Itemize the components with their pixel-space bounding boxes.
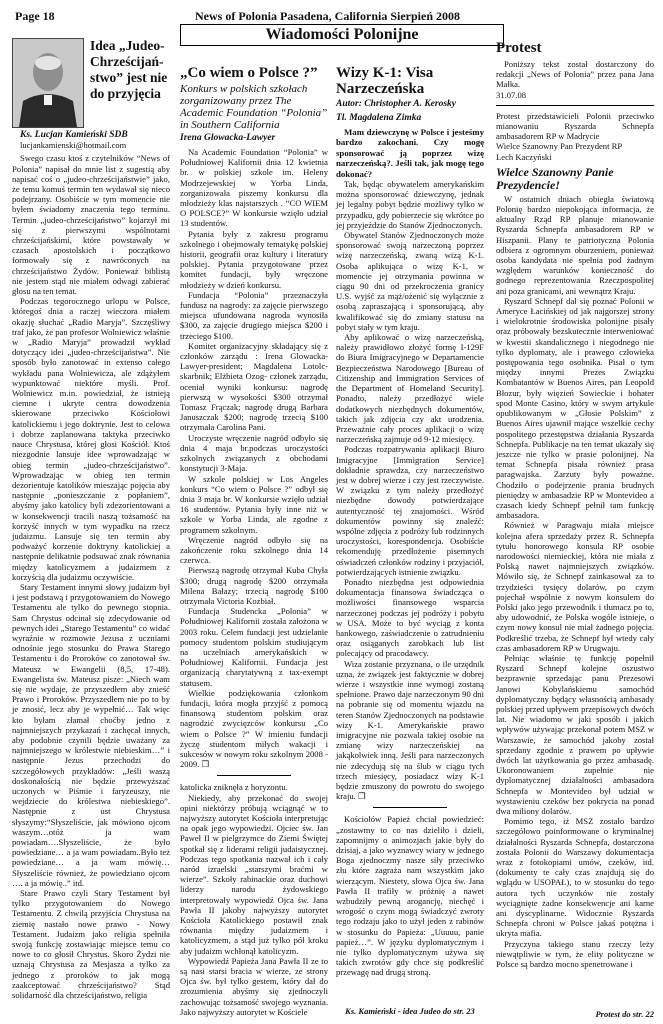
paragraph: Obywatel Stanów Zjednoczonych może sponsorować swoją narzeczoną poprzez wizę narzeczeńską, zwaną wizą K-1. Osoba aplikująca o wizę K-1, w momencie jej otrzymania powinna w ciągu 90 dni od przekroczenia granicy U.S. wyjść za mąż/ożenić się wyłącznie z osobą zapraszającą i sponsorującą, aby kwalifikować się do zmiany statusu na pobyt stały w tym kraju. bbox=[336, 230, 484, 332]
column-divider bbox=[217, 775, 291, 776]
paragraph: Aby aplikować o wizę narzeczeńską, należy prawidłowo złożyć formę I-129F do Biura Imigracyjnego w Departamencie Bezpieczeństwa Narodowego [Bureau of Citizenship and Immigration Services of the Department of Homeland Security]. Ponadto, należy przedłożyć wiele dodatkowych niezbędnych dokumentów, takich jak zdjęcia czy akt urodzenia. Przeważnie cały proces aplikacji o wizę narzeczeńską zajmuje od 9-12 miesięcy. bbox=[336, 332, 484, 445]
article-judeo-column bbox=[12, 38, 170, 1018]
article-judeo-author: Ks. Lucjan Kamieński bbox=[20, 130, 107, 140]
paragraph: Pierwszą nagrodę otrzymał Kuba Chyła $300; drugą nagrodę $200 otrzymała Milena Bałazy; trzecią nagrodę $100 otrzymała Victoria Kozbiał. bbox=[180, 565, 328, 606]
paragraph: Pomimo tego, iż MSZ zostało bardzo szczegółowo poinformowane o kryminalnej działalności Ryszarda Schnepfa, dostarczona została Polonii do Warszawy dokumentacja wraz z fotokopiami umów, czeków, itd. (dokumenty te cały czas znajdują się do wglądu w USOPAŁ), to w stosunku do tego autora tych uczynków nie zostały wyciągnięte żadne konsekwencje ani karne ani dyscyplinarne. Widocznie Ryszarda Schnepfa chroni w Polsce jakaś potężna i ukryta mafia. bbox=[496, 816, 654, 939]
paragraph: katolicka zniknęła z horyzontu. bbox=[180, 782, 288, 793]
article-judeo-intro bbox=[12, 38, 170, 128]
article-konkurs-column bbox=[180, 65, 328, 1017]
paragraph: Wypowiedź Papieża Jana Pawła II ze to są nasi starsi bracia w wierze, ze strony Ojca św. był tylko gestem, który dał do zrozumienia abyśmy się zjednoczyli zachowując tożsamość swojego wyznania. Jako najwyższy autorytet w Kościele bbox=[180, 955, 328, 1017]
priest-portrait-icon bbox=[13, 39, 83, 127]
paragraph: W ostatnich dniach obiegła światową Polonię bardzo niepokojąca informacja, że aktualny Rząd RP planuje mianowanie Ryszarda Schnepfa ambasadorem RP w Hiszpanii. Plany te patriotyczna Polonia odbiera z ogromnym oburzeniem, ponieważ osoba kandydata nie spełnia pod żadnym względem warunków konieczność do godnego reprezentowania Rzeczpospolitej ani poza granicami, ani wewnątrz Kraju. bbox=[496, 193, 654, 296]
protest-column bbox=[496, 38, 654, 1018]
paragraph: Podczas tegorocznego urlopu w Polsce, któregoś dnia a raczej wieczora miałem okazję słuchać „Radio Maryja”. Szczęśliwy traf jako, że pan profesor Wolniewicz właśnie w „Radio Maryja” prowadził wykład dotyczący idei „judeo-chrześcijaństwa”. Nie sposób było zanotować in extenso całego wykładu pana Wolniewicza, ale zdążyłem wypunktować niektóre myśli. Prof. Wolniewicz m.in. powiedział, że istnieją ciemne i ukryte centra dowodzenia skierowane przeciwko Kościołowi katolickiemu i jego doktrynie. Jest to celowa i dobrze zaplanowana taktyka przeciwko nauce Chrystusa, której głosi Kościół. Ktoś niezgodnie lansuje idee wprowadzając w obieg termin „judeo-chrześcijaństwo”. Wprowadzając w obieg ten termin dezorientuje katolików mieszając pojęcia aby następnie „ponieszczanie z popłaniem”, abyśmy jako katolicy byli zdezorientowani a w konsekwencji tracili naszą tożsamość na korzyść innych w tym wypadku na rzecz judaizmu. Lansuje się ten termin aby podważyć korzenie doktryny katolickiej a następnie delikatnie podsuwać znak równania między katolicyzmem a judaizmem z korzyścią dla judaizmu oczywiście. bbox=[12, 296, 170, 582]
article-judeo-title: Idea „Judeo-Chrześcijaństwo” jest nie do przyjęcia bbox=[90, 38, 168, 101]
paragraph: Kościołów Papież chciał powiedzieć: „zostawmy to co nas dzieliło i dzieli, zapomnijmy o animozjach jakie były do dzisiaj, a jako wyznawcy wiary w jednego Boga zjednoczmy nasze siły przeciwko złu które zagraża nam wszystkim jako wierzącym. Niestety, słowa Ojca św. Jana Pawła II trafiły w próżnię a nawet wzbudziły pewną arogancję, niechęć i wrogość o czym mogą świadczyć zwroty tego rodzaju jako to użył jeden z rabinów w stosunku do Papieża: „Uuuuu, panie papież…”. W języku dyplomatycznym i nie tylko dyplomatycznym używa się takich zwrotów gdy chce się podkreślić przewagę nad drugą stroną. bbox=[336, 814, 484, 978]
article-konkurs-subhead: Konkurs w polskich szkołach zorganizowany przez The Academic Foundation “Polonia” in Southern California bbox=[180, 83, 328, 131]
paragraph: Pełniąc właśnie tę funkcję popełnił Ryszard Schnepf kolejne oszustwo bezprawnie sprzedając panu Prezesowi Janowi Kobylańskiemu samochód dyplomatyczny będący własnością ambasady polskiej przed upływem przepisowych dwóch lat. Nie wiadomo w jaki sposób i jakich wpływów używając przekonał potem MSZ w Warszawie, że samochód jakoby został sprzedany zgodnie z prawem po upływie dwóch lat użytkowania go przez ambasadę. Ukoronowaniem zupełnie nie dyplomatycznej działalności ambasadora Schnepfa w Montevideo był udział w wystawieniu czeków bez pokrycia na ponad dwa miliony dolarów. bbox=[496, 652, 654, 817]
judeo-continuation-credit: Ks. Kamieński - idea Judeo do str. 23 bbox=[345, 1006, 475, 1016]
paragraph: Fundacja “Polonia” przeznaczyła fundusz na nagrody: za zajęcie pierwszego miejsca ufundowana nagroda wynosiła $300, za zajęcie drugiego miejsca $200 i trzeciego $100. bbox=[180, 289, 328, 341]
article-judeo-byline bbox=[12, 130, 170, 140]
paragraph: Podczas rozpatrywania aplikacji Biuro Imigracyjne [Immigration Service] dokładnie sprawdza, czy narzeczeństwo jest w dobrej wierze i czy jest rzeczywiste. W związku z tym należy przedłożyć niezbędne dowody potwierdzające autentyczność tej znajomości. Wśród dokumentów powinny się znaleźć: wspólne zdjęcia z podróży lub rodzinnych uroczystości, korespondencja. Osobiście rekomenduję przedłożenie pisemnych oświadczeń członków rodziny i przyjaciół, potwierdzających istnienie związku. bbox=[336, 444, 484, 577]
paragraph: Uroczyste wręczenie nagród odbyło się dnia 4 maja br.podczas uroczystości szkolnych związanych z obchodami konstytucji 3-Maja. bbox=[180, 432, 328, 474]
article-judeo-author-suffix: SDB bbox=[106, 130, 128, 140]
protest-intro: Poniższy tekst został dostarczony do redakcji „News of Polonia” przez pana Jana Małka. bbox=[496, 59, 654, 90]
paragraph: Stare Prawo czyli Stary Testament był tylko przygotowaniem do Nowego Testamentu. Z chwilą przyjścia Chrystusa na ziemię nastało nowe prawo - Nowy Testament. Judaizm jako religia spełniła swoją funkcję zostawiając miejsce temu co nowe to co głosił Chrystus. Skoro Żydzi nie uznają Chrystusa za Mesjasza a tylko za jednego z proroków to jak mogą zaakceptować chrześcijaństwo? Stąd solidarność dla chrześcijaństwo, religia bbox=[12, 888, 170, 1001]
paragraph: Fundacja Studencka „Polonia” w Południowej Kalifornii została założona w 2003 roku. Celem fundacji jest udzielanie pomocy studentom polskim studiującym na uczelniach amerykańskich w Południowej Kalifornii. Fundacja jest organizacją charytatywną z tax-exempt statusem. bbox=[180, 606, 328, 688]
paragraph: Tak, będąc obywatelem amerykańskim można sponsorować dziewczynę, jednak jej legalny pobyt będzie możliwy tylko w przypadku, gdy pobierzecie się wkrótce po jej przyjeździe do Stanów Zjednoczonych. bbox=[336, 179, 484, 230]
protest-divider bbox=[496, 105, 654, 106]
protest-date: 31.07.08 bbox=[496, 89, 527, 100]
protest-continued-wrap bbox=[496, 1006, 654, 1020]
paragraph: Na Academic Foundation “Polonia” w Południowej Kalifornii dnia 12 kwietnia br. w polskiej szkole im. Heleny Modrzejewskiej w Yorba Linda, zorganizowała piszemy konkursu dla młodzieży klas najstarszych . “CO WIEM O POLSCE?” W konkursie wzięło udział 13 studentów. bbox=[180, 147, 328, 229]
paragraph: Wiza zostanie przyznana, o ile urzędnik uzna, że związek jest faktycznie w dobrej wierze i wszystkie inne wymogi zostaną spełnione. Prawo daje narzeczonym 90 dni na pobranie się od momentu wjazdu na teren Stanów Zjednoczonych na podstawie wizy K-1. Amerykańskie prawo imigracyjne nie pozwala takiej osobie na zmianę wizy narzeczeńskiej na jakąkolwiek inną. Jeśli para narzeczonych nie zdecydują się na ślub w ciągu tych trzech miesięcy, posiadacz wizy K-1 będzie zmuszony do powrotu do swojego kraju. ❐ bbox=[336, 658, 484, 802]
article-wizy-translator: Tl. Magdalena Zimka bbox=[336, 113, 422, 123]
paragraph: Niekiedy, aby przekonać do swojej opini niektórzy próbują wciągnąć w to najwyższy autorytet Kościoła interpretując na opak jego wypowiedzi. Ojciec św. Jan Paweł II w pielgrzymce do Ziemi Świętej spotkał się z liderami religii judaistycznej. Podczas tego spotkania nazwał ich i cały naród izraelski „starszymi braćmi w wierze”. Szkoły rabinackie oraz duchowi liderzy narodu żydowskiego interpretowały wypowiedź Ojca św. Jana Pawła II jakoby najwyższy autorytet Kościoła Katolickiego postawił znak równania między judaizmem i katolicyzmem, a stąd już tylko pół kroku aby judaizm wchłonął katolicyzm. bbox=[180, 792, 328, 956]
publication-line: News of Polonia Pasadena, California Sierpień 2008 bbox=[195, 9, 461, 23]
paragraph: Ryszard Schnepf dał się poznać Polonii w Ameryce Łacińskiej od jak najgorszej strony i wielokrotnie środowiska polonijne pisały oraz próbowały bezskutecznie interweniować w kwestii skandalicznego i niegodnego nie tylko dyplomaty, ale i prawego człowieka postępowania tego osobnika. Pisał o tym między innymi Prezes Związku Kombatantów w Buenos Aires, pan Leopold Błozur, były więzień Sowieckie i bohater spod Monte Casino, który w swym artykule opublikowanym w „Głosie Polskim” z Buenos Aires ujawnił mające wszelkie cechy pospolitego przestępstwa działania Ryszarda Schnepfa. Publikacje na ten temat ukazały się jeszcze nie tylko w prasie polonijnej. Na temat Schnepfa pisała również prasa paragwajska. Zarzuty były poważne. Chodziło o podejrzenie prania brudnych pieniędzy w ambasadzie RP w Montevideo a czasach kiedy Schnepf pełnił tam funkcję ambasadora. bbox=[496, 295, 654, 521]
paragraph: Również w Paragwaju miała miejsce kolejna afera sprzedaży przez R. Schnepfa tytułu honorowego konsula RP osobie narodowości niemieckiej, która nie miała z Polską nawet najmniejszych związków. Mówiło się, że Schnepf zainkasował za to trzydzieści tysięcy dolarów, po czym pojechał wspólnie z nowym konsulem do Polski jako jego przewodnik i tłumacz po to, aby udowodnić, że Polska wogóle istnieje, o czym nowy konsul nie miał żadnego pojęcia. Podkreślić trzeba, że Schnepf był wtedy cały czas ambasadorem RP w Urugwaju. bbox=[496, 520, 654, 653]
paragraph: Wielkie podziękowania członkom fundacji, która mogła przyjść z pomocą finansową studentom polskim oraz nagrodzić zwycięzców konkursu „Co wiem o Polsce ?” W imieniu fundacji życzę studentom miłych wakacji i sukcesów w nowym roku szkolnym 2008 - 2009. ❐ bbox=[180, 687, 328, 770]
paragraph: Ponadto niezbędna jest odpowiednia dokumentacja finansowa świadcząca o możliwości finansowego wsparcia narzeczonej podczas jej podróży i pobytu w USA. Może to być wyciąg z konta bankowego, zaświadczenie o zatrudnieniu oraz osiąganych zarobkach lub list polecający od pracodawcy. bbox=[336, 576, 484, 659]
section-masthead: Wiadomości Polonijne bbox=[180, 24, 504, 46]
protest-salutation: Wielce Szanowny Panie Prezydencie! bbox=[496, 164, 614, 192]
protest-continued-link[interactable]: Protest do str. 22 bbox=[595, 1009, 654, 1019]
paragraph: Komitet organizacyjny składający się z członków zarządu : Irena Glowacka-Lawyer-president; Magdalena Lotolc-skarbnik; Elżbieta Ozog- członek zarządu, oceniał wyniki konkursu: nagrodę pierwszą w wysokości $300 otrzymał Tomasz Frączak; nagrodę drugą Barbara Januszczak $200; nagrodę trzecią $100 otrzymała Carolina Pani. bbox=[180, 340, 328, 433]
protest-title: Protest bbox=[496, 40, 542, 56]
article-wizy-author: Autor: Christopher A. Kerosky bbox=[336, 99, 457, 109]
paragraph: Pytania były z zakresu programu szkolnego i obejmowały tematykę polskiej historii, geografii oraz kultury i literatury polskiej. Pytania przygotowane przez komitet fundacji, były wręczone młodzieży w dzień konkursu. bbox=[180, 228, 328, 290]
article-konkurs-headline: „Co wiem o Polsce ?” bbox=[180, 65, 318, 81]
article-wizy-headline: Wizy K-1: Visa Narzeczeńska bbox=[336, 65, 434, 97]
author-portrait bbox=[12, 38, 84, 128]
page-number: Page 18 bbox=[15, 9, 55, 23]
paragraph: Stary Testament innymi słowy judaizm był i jest podstawą i przygotowaniem do Nowego Testamentu ale tylko do pewnego stopnia. Sam Chrystus odcinał się zdecydowanie od pewnych idei „Starego Testamentu” co widać wyraźnie w rozmowie Jezusa z uczniami odnośnie jego stosunku do Prawa Starego Testamentu i do Proroków co zanotował św. Mateusz w Ewangelii (8,5, 17-48). Ewangelista św. Mateusz pisze: „Niech wam się nie wydaje, że przyszedłem aby znieść Prawo i Proroków. Przyszedłem nie po to by je znosić, lecz aby je wypełnić… Tak więc kto byłam złamał choćby jedno z najmniejszych przykazań i zachęcał innych, aby podobnie czynili będzie uważany za najmniejszego w królestwie niebieskim…” i następnie Jezus przechodzi do szczegółowych przykładów: „Jeśli waszą doskonałością nie będzie przewyższać uczonych w Piśmie i faryzeuszy, nie wejdziecie do królestwa niebieskiego”. Następnie z ust Chrystusa słyszymy:“Słyszeliście, jak mówiono ojcom waszym…otóż ja wam powiadam….Słyszeliście, że było powiedziane… a ja wam powiadam..Było też powiedziane… a ja wam mówię… Słyszeliście również, że powiedziano ojcom …. a ja mówię..” itd. bbox=[12, 581, 170, 888]
protest-addressee: Wielce Szanowny Pan Prezydent RP bbox=[496, 141, 623, 152]
article-konkurs-author: Irena Glowacka-Lawyer bbox=[180, 133, 276, 143]
protest-header: Protest przedstawicieli Polonii przeciwko mianowaniu Ryszarda Schnepfa ambasadorem RP w Madrycie bbox=[496, 110, 654, 142]
paragraph: Swego czasu ktoś z czytelników “News of Polonia” napisał do mnie list z sugestią aby napisać coś o „judeo-chrześcijaństwie” jako, że temu komuś termin ten wydawał się nieco podejrzany. Osobiście w tym momencie nie byłem świadomy znaczenia tego terminu. Termin „judeo-chrześcijaństwo” kojarzył mi się z pierwszymi wspólnotami chrześcijańskimi, które powstawały w czasach apostolskich i początkowo formowały się z nawróconych na chrześcijaństwo Żydów. Ponieważ biblistą nie jestem stąd nie miałem odwagi zabierać głosu na ten temat. bbox=[12, 153, 170, 297]
paragraph: Wręczenie nagród odbyło się na zakończenie roku szkolnego dnia 14 czerwca. bbox=[180, 534, 328, 566]
paragraph: Przyczyna takiego stanu rzeczy leży niewątpliwie w tym, że elity polityczne w Polsce są bardzo mocno spenetrowane i bbox=[496, 938, 654, 970]
judeo-continuation-credit-wrap bbox=[336, 1006, 484, 1020]
article-judeo-email: lucjankamienski@hotmail.com bbox=[20, 140, 127, 151]
paragraph: W szkole polskiej w Los Angeles konkurs “Co wiem o Polsce ?” odbył się dnia 3 maja br. W konkursie wzięło udział 16 studentów. Pytania były inne niż w szkole w Yorba Linda, ale zgodne z programem szkolnym. bbox=[180, 473, 328, 535]
protest-addressee-name: Lech Kaczyński bbox=[496, 151, 552, 162]
article-wizy-lede: Mam dziewczynę w Polsce i jesteśmy bardzo zakochani. Czy mogę sponsorować ją poprzez wizę narzeczeńską?. Jeśli tak, jak mogę tego dokonać? bbox=[336, 127, 484, 179]
article-wizy-column bbox=[336, 65, 484, 978]
column-divider bbox=[373, 807, 447, 808]
